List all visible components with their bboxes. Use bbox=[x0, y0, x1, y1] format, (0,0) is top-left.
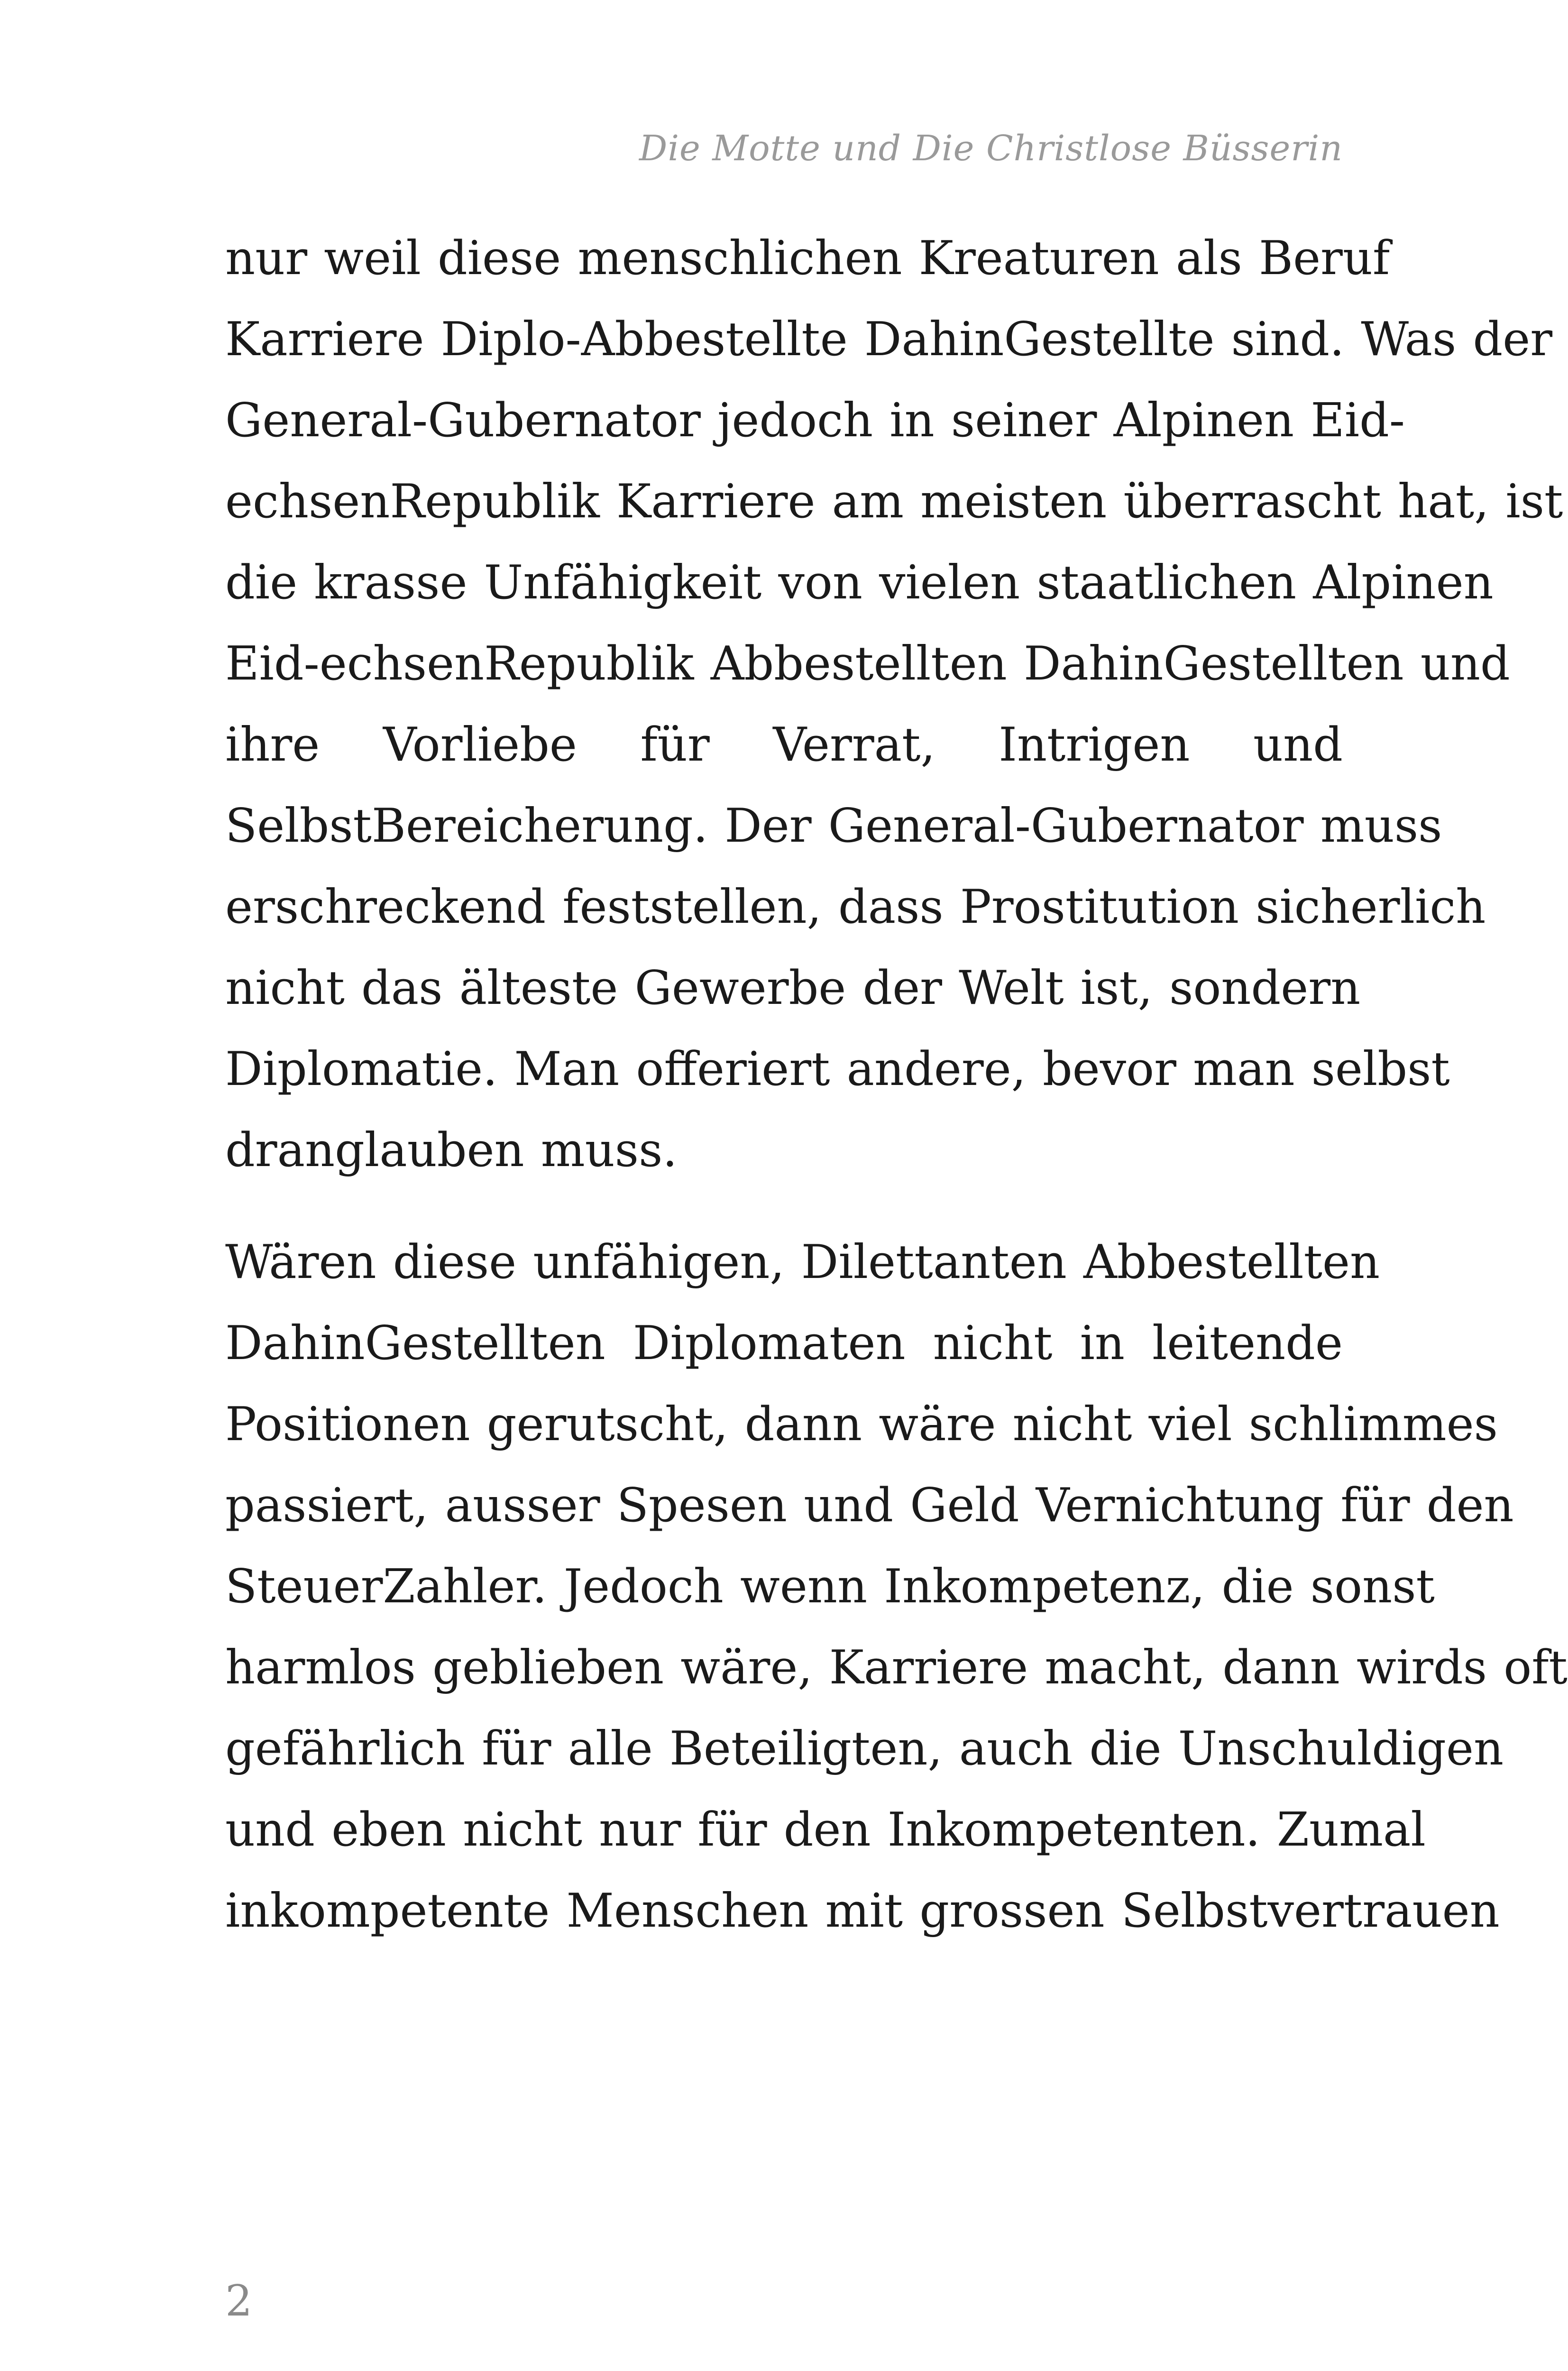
text-line: dranglauben muss. bbox=[225, 1123, 678, 1177]
text-line: erschreckend feststellen, dass Prostitution sicherlich bbox=[225, 880, 1486, 934]
text-line: nicht das älteste Gewerbe der Welt ist, sondern bbox=[225, 961, 1361, 1015]
text-line: und eben nicht nur für den Inkompetenten. Zumal bbox=[225, 1803, 1426, 1857]
text-line: inkompetente Menschen mit grossen Selbstvertrauen bbox=[225, 1884, 1500, 1938]
text-line: General-Gubernator jedoch in seiner Alpinen Eid- bbox=[225, 394, 1405, 448]
text-line: SteuerZahler. Jedoch wenn Inkompetenz, die sonst bbox=[225, 1560, 1435, 1614]
text-line: die krasse Unfähigkeit von vielen staatlichen Alpinen bbox=[225, 556, 1494, 610]
running-header: Die Motte und Die Christlose Büsserin bbox=[639, 128, 1343, 169]
text-line: DahinGestellten Diplomaten nicht in leitende bbox=[225, 1316, 1343, 1370]
paragraph-2 bbox=[225, 1222, 1568, 1952]
page-number: 2 bbox=[225, 2276, 253, 2326]
text-line: Positionen gerutscht, dann wäre nicht viel schlimmes bbox=[225, 1397, 1498, 1452]
text-line: Wären diese unfähigen, Dilettanten Abbestellten bbox=[225, 1235, 1380, 1289]
text-line: ihre Vorliebe für Verrat, Intrigen und bbox=[225, 718, 1343, 772]
text-line: passiert, ausser Spesen und Geld Vernichtung für den bbox=[225, 1479, 1514, 1533]
text-line: echsenRepublik Karriere am meisten überrascht hat, ist bbox=[225, 475, 1563, 529]
text-line: harmlos geblieben wäre, Karriere macht, dann wirds oft bbox=[225, 1641, 1568, 1695]
paragraph-1 bbox=[225, 218, 1563, 1191]
body-text bbox=[225, 218, 1568, 1952]
text-line: gefährlich für alle Beteiligten, auch die Unschuldigen bbox=[225, 1722, 1504, 1776]
text-line: Karriere Diplo-Abbestellte DahinGestellte sind. Was der bbox=[225, 312, 1553, 367]
text-line: SelbstBereicherung. Der General-Gubernator muss bbox=[225, 799, 1442, 853]
paragraph-gap bbox=[225, 1191, 1343, 1222]
text-line: Diplomatie. Man offeriert andere, bevor man selbst bbox=[225, 1042, 1450, 1096]
text-line: Eid-echsenRepublik Abbestellten DahinGestellten und bbox=[225, 637, 1510, 691]
text-line: nur weil diese menschlichen Kreaturen als Beruf bbox=[225, 231, 1390, 285]
